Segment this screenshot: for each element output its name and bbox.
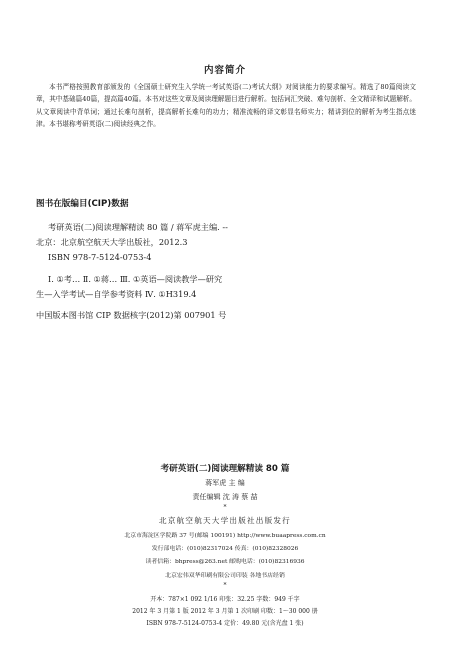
imprint-address: 北京市海淀区学院路 37 号(邮编 100191) http://www.buaapress.com.cn [124, 533, 326, 539]
imprint-phones: 发行部电话：(010)82317024 传真：(010)82328026 [151, 546, 299, 552]
cip-data-block [36, 220, 416, 323]
cip-isbn-line: ISBN 978-7-5124-0753-4 [48, 252, 152, 263]
imprint-star-separator-2: * [223, 582, 227, 589]
imprint-book-title: 考研英语(二)阅读理解精读 80 篇 [160, 464, 290, 474]
imprint-star-separator: * [223, 504, 227, 511]
cip-classification-line: Ⅰ. ①考… Ⅱ. ①蒋… Ⅲ. ①英语—阅读教学—研究 [48, 273, 223, 284]
imprint-printer: 北京宏伟双华印刷有限公司印装 各地书店经销 [165, 573, 285, 579]
cip-publisher-line: 北京：北京航空航天大学出版社，2012.3 [36, 237, 188, 248]
imprint-publisher: 北京航空航天大学出版社出版发行 [159, 516, 291, 525]
imprint-edition: 2012 年 3 月第 1 版 2012 年 3 月第 1 次印刷 印数：1～30 000 册 [132, 608, 318, 615]
imprint-emails: 读者信箱：bhpress@263.net 邮购电话：(010)82316936 [145, 559, 305, 565]
imprint-editor: 蒋军虎 主 编 [205, 479, 245, 487]
cip-title-line: 考研英语(二)阅读理解精读 80 篇 / 蒋军虎主编. -- [48, 222, 228, 232]
cip-record-number: 中国版本图书馆 CIP 数据核字(2012)第 007901 号 [36, 310, 227, 321]
cip-heading: 图书在版编目(CIP)数据 [36, 199, 129, 209]
cip-classification-continued: 生—入学考试—自学参考资料 Ⅳ. ①H319.4 [36, 288, 197, 299]
imprint-isbn-price: ISBN 978-7-5124-0753-4 定价：49.80 元(含光盘 1 张) [146, 620, 304, 627]
intro-heading: 内容简介 [203, 65, 246, 76]
imprint-responsible-editor: 责任编辑 沈 涛 蔡 喆 [192, 493, 258, 501]
intro-body: 本书严格按照教育部颁发的《全国硕士研究生入学统一考试英语(二)考试大纲》对阅读能力的要求编写。精选了80篇阅读文章，其中基础篇40篇，提高篇40篇。本书对这些文章及阅读理解题目进行解析。包括词汇突破、难句剖析、全文精译和试题解析。从文章阅读中背单词；通过长难句剖析，提高解析长难句的功力；精准流畅的译文彰显名师实力；精讲到位的解析为考生指点迷津。本书堪称考研英语(二)阅读经典之作。 [36, 83, 416, 129]
imprint-format-specs: 开本：787×1 092 1/16 印张：32.25 字数：949 千字 [150, 596, 300, 603]
